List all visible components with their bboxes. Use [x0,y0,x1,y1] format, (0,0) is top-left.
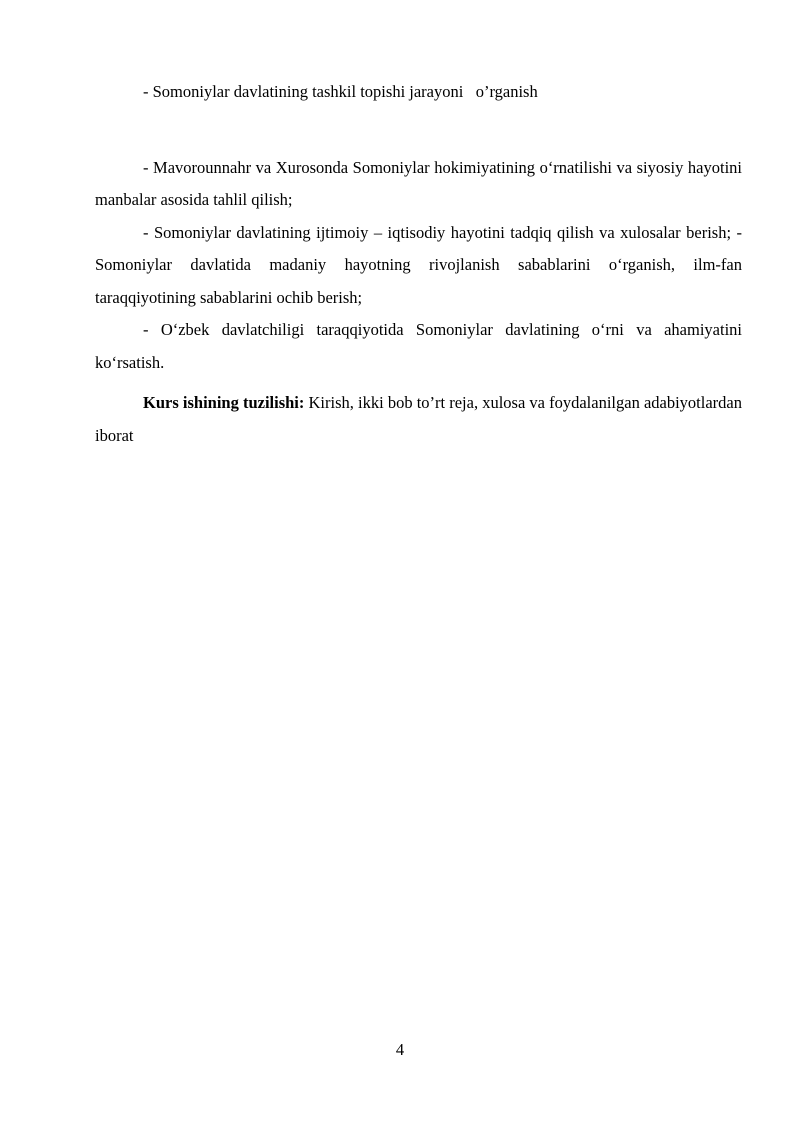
objective-paragraph-4: - O‘zbek davlatchiligi taraqqiyotida Somoniylar davlatining o‘rni va ahamiyatini ko‘rsatish. [95,320,742,372]
course-structure-text: Kirish, ikki bob to’rt reja, xulosa va foydalanilgan adabiyotlardan iborat [95,393,742,445]
course-structure-label: Kurs ishining tuzilishi: [143,393,305,412]
page-number: 4 [395,1040,405,1059]
course-structure-paragraph [95,387,742,452]
page-content [95,76,742,452]
objective-paragraph-2: - Mavorounnahr va Xurosonda Somoniylar hokimiyatining o‘rnatilishi va siyosiy hayotini manbalar asosida tahlil qilish; [95,157,742,209]
objective-paragraph-3: - Somoniylar davlatining ijtimoiy – iqtisodiy hayotini tadqiq qilish va xulosalar berish; - Somoniylar davlatida madaniy hayotning rivojlanish sabablarini o‘rganish, ilm-fan taraqqiyotining sabablarini ochib berish; [95,222,742,307]
objective-paragraph-1: - Somoniylar davlatining tashkil topishi jarayoni o’rganish [143,82,538,101]
paragraph-gap [95,109,742,152]
